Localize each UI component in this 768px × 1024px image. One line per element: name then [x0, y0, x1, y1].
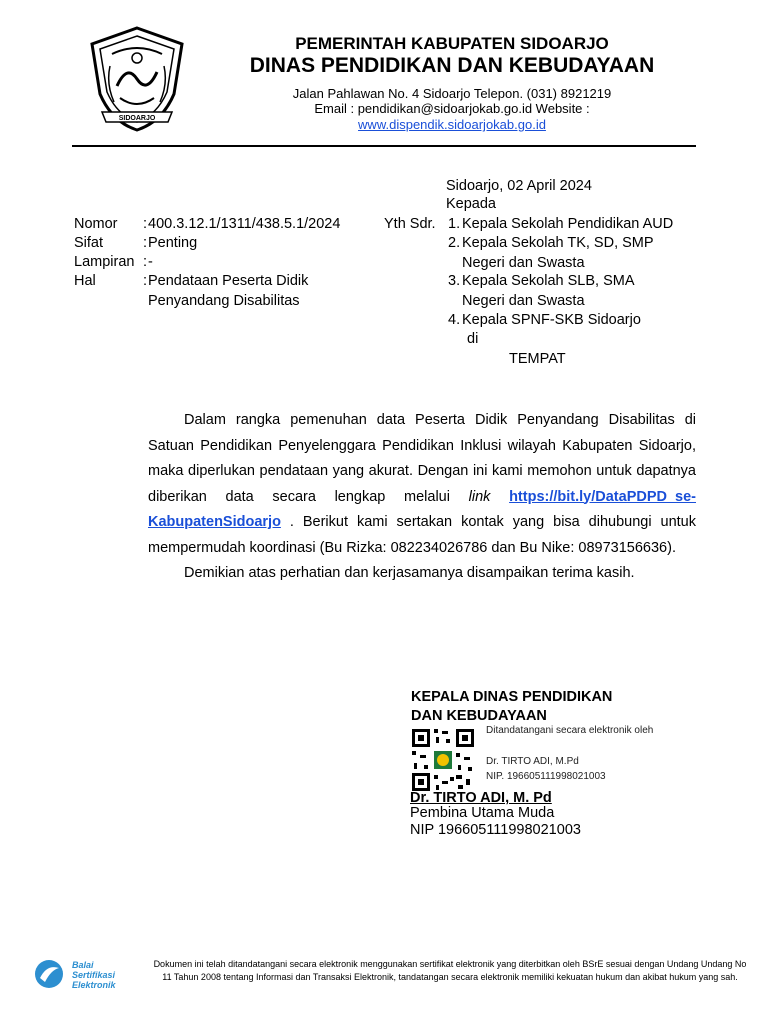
body-paragraph-2: Demikian atas perhatian dan kerjasamanya disampaikan terima kasih.	[184, 565, 635, 581]
body-text: . Berikut kami sertakan kontak yang bisa dihubungi untuk mempermudah koordinasi (Bu Rizka: 082234026786 dan Bu Nike: 08973156636).	[148, 514, 696, 556]
bsre-line: Sertifikasi	[72, 970, 116, 980]
esign-nip: NIP. 196605111998021003	[486, 771, 606, 782]
recipient-item: Kepala Sekolah TK, SD, SMP	[462, 235, 654, 251]
bsre-line: Balai	[72, 960, 94, 970]
recipient-item-cont: Negeri dan Swasta	[462, 255, 585, 271]
sidoarjo-emblem-logo	[82, 24, 192, 134]
tempat-label: TEMPAT	[509, 351, 566, 367]
sifat-value: Penting	[148, 235, 198, 251]
office-name: DINAS PENDIDIKAN DAN KEBUDAYAAN	[249, 54, 655, 77]
body-paragraph-1	[148, 408, 696, 561]
body-text: Dalam rangka pemenuhan data Peserta Didik Penyandang Disabilitas di Satuan Pendidikan Penyelenggara Pendidikan Inklusi wilayah Kabupaten Sidoarjo, maka diperlukan pendataan yang akurat. Dengan ini kami memohon untuk dapatnya diberikan data secara lengkap melalui	[148, 412, 696, 505]
esign-name: Dr. TIRTO ADI, M.Pd	[486, 756, 579, 767]
nomor-value: 400.3.12.1/1311/438.5.1/2024	[148, 216, 341, 232]
esign-note: Ditandatangani secara elektronik oleh	[486, 725, 654, 736]
recipient-num: 1.	[448, 216, 461, 232]
colon: :	[143, 254, 148, 270]
colon: :	[143, 273, 148, 289]
signer-name: Dr. TIRTO ADI, M. Pd	[410, 790, 552, 806]
link-word: link	[468, 488, 491, 505]
recipient-item: Kepala Sekolah Pendidikan AUD	[462, 216, 674, 232]
qr-code	[410, 727, 476, 793]
recipient-item-cont: Negeri dan Swasta	[462, 293, 585, 309]
hal-label: Hal	[74, 273, 96, 289]
letter-body	[148, 408, 696, 587]
signer-nip: NIP 196605111998021003	[410, 822, 581, 838]
esign-disclaimer: Dokumen ini telah ditandatangani secara elektronik menggunakan sertifikat elektronik yang diterbitkan oleh BSrE sesuai dengan Undang Undang No 11 Tahun 2008 tentang Informasi dan Transaksi Elektronik, tandatangan secara elektronik memiliki kekuatan hukum dan akibat hukum yang sah.	[153, 959, 747, 982]
signer-title-line2: DAN KEBUDAYAAN	[411, 708, 547, 724]
recipient-item: Kepala SPNF-SKB Sidoarjo	[462, 312, 641, 328]
office-website-link[interactable]: www.dispendik.sidoarjokab.go.id	[358, 117, 546, 132]
lampiran-label: Lampiran	[74, 254, 135, 270]
di-label: di	[467, 331, 479, 347]
lampiran-value: -	[148, 254, 153, 270]
signer-title-line1: KEPALA DINAS PENDIDIKAN	[411, 689, 613, 705]
bsre-line: Elektronik	[72, 980, 116, 990]
hal-value-line1: Pendataan Peserta Didik	[148, 273, 309, 289]
office-address: Jalan Pahlawan No. 4 Sidoarjo Telepon. (031) 8921219	[292, 86, 612, 101]
recipient-item: Kepala Sekolah SLB, SMA	[462, 273, 635, 289]
kepada-label: Kepada	[446, 196, 496, 212]
colon: :	[143, 235, 148, 251]
emblem-banner-text: SIDOARJO	[118, 115, 156, 122]
letter-date: Sidoarjo, 02 April 2024	[446, 178, 592, 194]
sifat-label: Sifat	[74, 235, 104, 251]
signer-rank: Pembina Utama Muda	[410, 805, 555, 821]
bsre-logo-icon	[33, 958, 67, 990]
bsre-logo-text	[72, 960, 116, 990]
recipient-num: 3.	[448, 273, 461, 289]
hal-value-line2: Penyandang Disabilitas	[148, 293, 300, 309]
recipient-num: 2.	[448, 235, 461, 251]
data-form-link[interactable]: https://bit.ly/DataPDPD_se-KabupatenSidoarjo	[148, 488, 696, 530]
recipient-num: 4.	[448, 312, 461, 328]
header-divider	[72, 145, 696, 147]
colon: :	[143, 216, 148, 232]
nomor-label: Nomor	[74, 216, 118, 232]
gov-name: PEMERINTAH KABUPATEN SIDOARJO	[295, 34, 609, 53]
office-email: Email : pendidikan@sidoarjokab.go.id Website :	[314, 101, 590, 116]
yth-label: Yth Sdr.	[384, 216, 436, 232]
